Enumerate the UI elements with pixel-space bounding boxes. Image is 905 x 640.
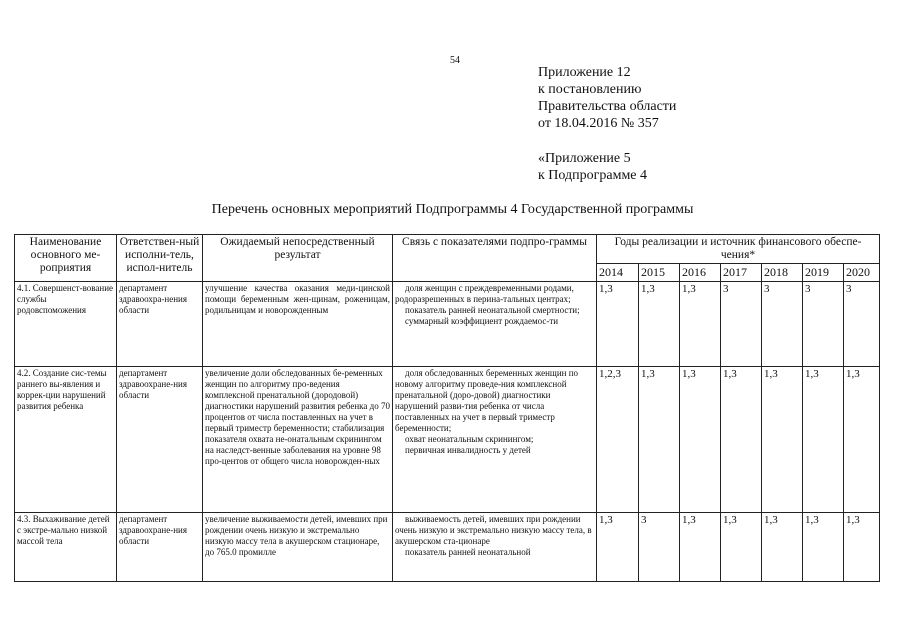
financing-cell: 3 [762, 282, 803, 367]
header-year: 2019 [803, 264, 844, 282]
financing-cell: 1,3 [639, 282, 680, 367]
table-row [15, 282, 880, 367]
appendix5-heading [538, 150, 647, 184]
financing-cell: 1,3 [680, 367, 721, 513]
indicator-item: доля женщин с преждевременными родами, родоразрешенных в перина-тальных центрах; [395, 283, 574, 304]
header-name: Наименование основного ме-роприятия [15, 235, 117, 282]
appendix5-line: «Приложение 5 [538, 151, 631, 166]
appendix5-line: к Подпрограмме 4 [538, 168, 648, 183]
indicator-item: выживаемость детей, имевших при рождении очень низкую и экстремально низкую массу тела, в акушерском ста-ционаре [395, 514, 592, 546]
table-row [15, 513, 880, 582]
indicator-item: первичная инвалидность у детей [405, 445, 531, 455]
appendix-heading [538, 64, 676, 132]
financing-cell: 1,3 [597, 513, 639, 582]
header-year: 2020 [844, 264, 880, 282]
header-executor: Ответствен-ный исполни-тель, испол-нитель [117, 235, 203, 282]
financing-cell: 3 [803, 282, 844, 367]
financing-cell: 1,3 [680, 282, 721, 367]
header-year: 2018 [762, 264, 803, 282]
page-number: 54 [450, 55, 460, 66]
header-indicators: Связь с показателями подпро-граммы [393, 235, 597, 282]
measure-result: улучшение качества оказания меди-цинской помощи беременным жен-щинам, роженицам, родильницам и новорожденным [203, 282, 393, 367]
measure-indicators [393, 367, 597, 513]
measure-executor: департамент здравоохра-нения области [117, 282, 203, 367]
measure-result: увеличение выживаемости детей, имевших при рождении очень низкую и экстремально низкую массу тела в акушерском стационаре, до 765.0 промилле [203, 513, 393, 582]
financing-cell: 1,3 [721, 367, 762, 513]
indicator-item: показатель ранней неонатальной [405, 547, 531, 557]
measure-result: увеличение доли обследованных бе-ременных женщин по алгоритму про-ведения комплексной пренатальной (дородовой) диагностики нарушений развития ребенка до 70 процентов от числа поставленных на учет в первый триместр беременности; стабилизация показателя охвата не-онатальным скринингом на наследст-венные заболевания на уровне 98 про-центов от общего числа новорожден-ных [203, 367, 393, 513]
financing-cell: 1,3 [803, 513, 844, 582]
financing-cell: 1,2,3 [597, 367, 639, 513]
financing-cell: 1,3 [639, 367, 680, 513]
header-year: 2014 [597, 264, 639, 282]
appendix-line: к постановлению [538, 82, 642, 97]
measure-indicators [393, 282, 597, 367]
financing-cell: 1,3 [597, 282, 639, 367]
header-result: Ожидаемый непосредственный результат [203, 235, 393, 282]
financing-cell: 1,3 [721, 513, 762, 582]
header-year: 2017 [721, 264, 762, 282]
indicator-item: охват неонатальным скринингом; [405, 434, 534, 444]
document-title: Перечень основных мероприятий Подпрограммы 4 Государственной программы [211, 202, 694, 217]
appendix-line: Правительства области [538, 99, 677, 114]
appendix-line: от 18.04.2016 № 357 [538, 116, 659, 131]
header-year: 2015 [639, 264, 680, 282]
financing-cell: 1,3 [844, 513, 880, 582]
header-years-group: Годы реализации и источник финансового обеспе-чения* [597, 235, 880, 264]
header-year: 2016 [680, 264, 721, 282]
financing-cell: 1,3 [844, 367, 880, 513]
appendix-line: Приложение 12 [538, 65, 631, 80]
indicator-item: показатель ранней неонатальной смертности; [405, 305, 580, 315]
financing-cell: 3 [844, 282, 880, 367]
indicator-item: доля обследованных беременных женщин по новому алгоритму проведе-ния комплексной пренатальной (доро-довой) диагностики нарушений разви-тия ребенка от числа поставленных на учет в первый триместр беременности; [395, 368, 579, 433]
financing-cell: 3 [721, 282, 762, 367]
financing-cell: 1,3 [680, 513, 721, 582]
financing-cell: 1,3 [762, 513, 803, 582]
financing-cell: 3 [639, 513, 680, 582]
financing-cell: 1,3 [803, 367, 844, 513]
financing-cell: 1,3 [762, 367, 803, 513]
measures-table [14, 234, 880, 582]
measure-name: 4.1. Совершенст-вование службы родовспоможения [15, 282, 117, 367]
measure-executor: департамент здравоохране-ния области [117, 367, 203, 513]
table-row [15, 367, 880, 513]
indicator-item: суммарный коэффициент рождаемос-ти [405, 316, 559, 326]
measure-indicators [393, 513, 597, 582]
measure-executor: департамент здравоохране-ния области [117, 513, 203, 582]
measure-name: 4.3. Выхаживание детей с экстре-мально низкой массой тела [15, 513, 117, 582]
measure-name: 4.2. Создание сис-темы раннего вы-явления и коррек-ции нарушений развития ребенка [15, 367, 117, 513]
